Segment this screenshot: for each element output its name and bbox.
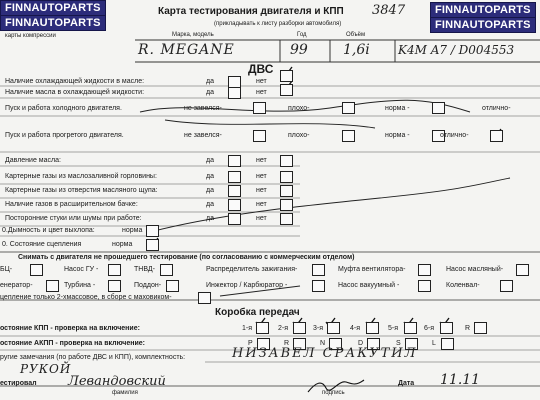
checkbox-excellent[interactable] — [490, 130, 503, 142]
option-yes: да — [206, 173, 214, 180]
gearbox-section-title: Коробка передач — [215, 307, 300, 318]
gear-4: 4-я — [350, 325, 361, 332]
option-no: нет — [256, 215, 267, 222]
checkbox-crankshaft[interactable] — [500, 280, 513, 292]
remarks-handwritten-2: РУКОЙ — [20, 362, 72, 376]
row-crankcase-gas-filler-label: Картерные газы из маслозаливной горловины: — [5, 173, 157, 180]
handwritten-number: 3847 — [372, 3, 406, 18]
checkbox-generator[interactable] — [46, 280, 59, 292]
option-no: нет — [256, 78, 267, 85]
checkbox-yes[interactable] — [228, 185, 241, 197]
checkbox-bad[interactable] — [342, 102, 355, 114]
volume-header: Объём — [346, 32, 366, 38]
gear-r: R — [465, 325, 471, 332]
engine-section-title: ДВС — [248, 62, 274, 76]
item-injection-pump: ТНВД- — [134, 266, 155, 273]
checkbox-yes[interactable] — [228, 199, 241, 211]
item-vacuum-pump: Насос вакуумный - — [338, 282, 400, 289]
item-fan-clutch: Муфта вентилятора- — [338, 266, 406, 273]
item-oil-pump: Насос масляный- — [446, 266, 504, 273]
no-test-title: Снимать с двигателя не прошедшего тестирование (по согласованию с коммерческим отделом) — [18, 254, 355, 261]
tester-name-handwritten: Левандовский — [68, 374, 166, 389]
logo-finnautoparts: FINNAUTOPARTS — [430, 17, 536, 33]
logo-finnautoparts: FINNAUTOPARTS — [430, 2, 536, 18]
checkbox-turbine[interactable] — [108, 280, 121, 292]
option-normal: норма — [122, 227, 143, 234]
item-distributor: Распределитель зажигания- — [206, 266, 298, 273]
option-normal: норма - — [385, 132, 410, 139]
row-gas-in-expansion-tank-label: Наличие газов в расширительном бачке: — [5, 201, 138, 208]
checkbox-fan-clutch[interactable] — [418, 264, 431, 276]
gear-6: 6-я — [424, 325, 435, 332]
checkbox-no[interactable] — [280, 155, 293, 167]
gear-5: 5-я — [388, 325, 399, 332]
checkbox-no[interactable] — [280, 70, 293, 82]
checkbox-gear-5[interactable] — [404, 322, 417, 334]
year-value: 99 — [290, 42, 308, 58]
item-ps-pump: Насос ГУ - — [64, 266, 99, 273]
checkbox-oil-pump[interactable] — [516, 264, 529, 276]
row-exhaust-smoke-label: 0.Дымность и цвет выхлопа: — [2, 227, 95, 234]
option-excellent: отлично- — [440, 132, 469, 139]
gear-p: P — [248, 340, 253, 347]
make-model-value: R. MEGANE — [138, 42, 235, 58]
option-no: нет — [256, 173, 267, 180]
gear-s: S — [396, 340, 401, 347]
checkbox-normal[interactable] — [146, 239, 159, 251]
option-yes: да — [206, 215, 214, 222]
gear-1: 1-я — [242, 325, 253, 332]
volume-value: 1,6i — [343, 42, 370, 58]
row-coolant-in-oil-label: Наличие охлаждающей жидкости в масле: — [5, 78, 145, 85]
checkbox-no[interactable] — [280, 84, 293, 96]
checkbox-gear-3[interactable] — [327, 322, 340, 334]
checkbox-normal[interactable] — [432, 102, 445, 114]
checkbox-gear-r[interactable] — [474, 322, 487, 334]
item-turbine: Турбина - — [64, 282, 96, 289]
make-model-header: Марка, модель — [172, 32, 214, 38]
checkbox-not-started[interactable] — [253, 130, 266, 142]
row-crankcase-gas-dipstick-label: Картерные газы из отверстия масляного щупа: — [5, 187, 158, 194]
engine-code-value: K4M A7 / D004553 — [398, 43, 515, 57]
row-oil-in-coolant-label: Наличие масла в охлаждающей жидкости: — [5, 89, 145, 96]
date-handwritten: 11.11 — [440, 372, 481, 388]
checkbox-gear-l[interactable] — [441, 338, 454, 350]
option-no: нет — [256, 187, 267, 194]
automatic-gearbox-label: остояние АКПП - проверка на включение: — [0, 340, 145, 347]
gear-l: L — [432, 340, 436, 347]
checkbox-oil-pan[interactable] — [166, 280, 179, 292]
item-dual-mass-clutch: цепление только 2-хмассовое, в сборе с маховиком- — [0, 294, 172, 301]
item-oil-pan: Поддон- — [134, 282, 162, 289]
option-not-started: не завелся- — [184, 105, 222, 112]
checkbox-gear-4[interactable] — [366, 322, 379, 334]
option-no: нет — [256, 89, 267, 96]
option-not-started: не завелся- — [184, 132, 222, 139]
compression-cards-label: карты компрессии — [5, 33, 56, 39]
logo-finnautoparts: FINNAUTOPARTS — [0, 0, 106, 16]
gear-d: D — [358, 340, 364, 347]
remarks-handwritten: НИЗАВЕЛ СРАКУТИЛ — [232, 346, 418, 361]
form-title: Карта тестирования двигателя и КПП — [158, 6, 344, 17]
row-extraneous-noise-label: Посторонние стуки или шумы при работе: — [5, 215, 142, 222]
checkbox-injector-carburetor[interactable] — [312, 280, 325, 292]
surname-caption: фамилия — [112, 390, 138, 396]
option-yes: да — [206, 201, 214, 208]
checkbox-gear-1[interactable] — [256, 322, 269, 334]
checkbox-gear-2[interactable] — [293, 322, 306, 334]
row-warm-start-label: Пуск и работа прогретого двигателя. — [5, 132, 124, 139]
checkbox-distributor[interactable] — [312, 264, 325, 276]
manual-gearbox-label: остояние КПП - проверка на включение: — [0, 325, 140, 332]
logo-finnautoparts: FINNAUTOPARTS — [0, 15, 106, 31]
item-crankshaft: Коленвал- — [446, 282, 480, 289]
checkbox-no[interactable] — [280, 185, 293, 197]
checkbox-no[interactable] — [280, 213, 293, 225]
checkbox-yes[interactable] — [228, 87, 241, 99]
remarks-label: ругие замечания (по работе ДВС и КПП), комплектность: — [0, 354, 186, 361]
option-yes: да — [206, 89, 214, 96]
row-clutch-condition-label: 0. Состояние сцепления — [2, 241, 82, 248]
option-yes: да — [206, 78, 214, 85]
form-subtitle: (прикладывать к листу разборки автомобиля) — [214, 21, 342, 27]
item-injector-carburetor: Инжектор / Карбюратор - — [206, 282, 288, 289]
checkbox-dual-mass-clutch[interactable] — [198, 292, 211, 304]
option-excellent: отлично- — [482, 105, 511, 112]
checkbox-no[interactable] — [280, 171, 293, 183]
checkbox-injection-pump[interactable] — [160, 264, 173, 276]
checkbox-not-started[interactable] — [253, 102, 266, 114]
signature-caption: подпись — [322, 390, 345, 396]
item-generator: енератор- — [0, 282, 33, 289]
checkbox-ps-pump[interactable] — [108, 264, 121, 276]
gear-2: 2-я — [278, 325, 289, 332]
checkbox-gear-6[interactable] — [440, 322, 453, 334]
option-normal: норма - — [385, 105, 410, 112]
checkbox-block[interactable] — [30, 264, 43, 276]
option-no: нет — [256, 201, 267, 208]
checkbox-yes[interactable] — [228, 213, 241, 225]
gear-r-auto: R — [284, 340, 290, 347]
checkbox-yes[interactable] — [228, 155, 241, 167]
checkbox-normal[interactable] — [146, 225, 159, 237]
option-normal: норма — [112, 241, 133, 248]
row-oil-pressure-label: Давление масла: — [5, 157, 61, 164]
checkbox-bad[interactable] — [342, 130, 355, 142]
option-yes: да — [206, 187, 214, 194]
gear-n: N — [320, 340, 326, 347]
date-label: Дата — [398, 380, 415, 387]
checkbox-no[interactable] — [280, 199, 293, 211]
option-bad: плохо- — [288, 105, 310, 112]
row-cold-start-label: Пуск и работа холодного двигателя. — [5, 105, 122, 112]
option-no: нет — [256, 157, 267, 164]
option-bad: плохо- — [288, 132, 310, 139]
year-header: Год — [297, 32, 307, 38]
checkbox-vacuum-pump[interactable] — [418, 280, 431, 292]
gear-3: 3-я — [313, 325, 324, 332]
item-block: БЦ- — [0, 266, 13, 273]
tested-by-label: естировал — [0, 380, 37, 387]
option-yes: да — [206, 157, 214, 164]
checkbox-yes[interactable] — [228, 171, 241, 183]
